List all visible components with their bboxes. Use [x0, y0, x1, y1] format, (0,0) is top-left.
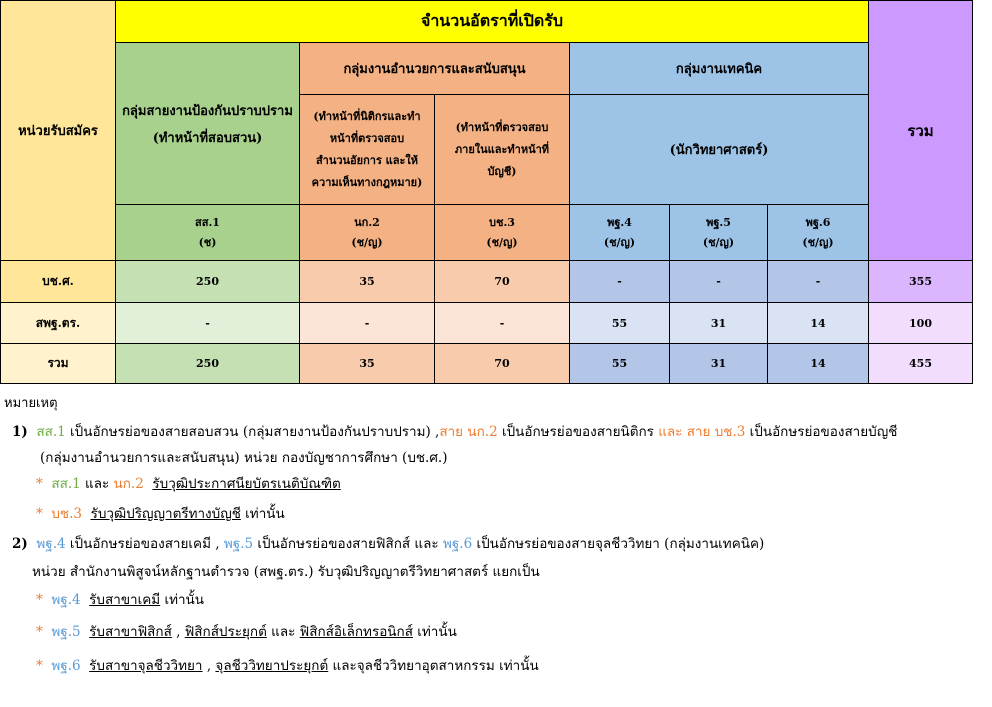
value-cell: 31 — [670, 303, 768, 344]
prevent-group-title: กลุ่มสายงานป้องกันปราบปราม — [122, 103, 293, 119]
row-total: 455 — [869, 344, 973, 384]
legal-duty-cell: (ทำหน้าที่นิติกรและทำ หน้าที่ตรวจสอบ สำนวนอัยการ และให้ ความเห็นทางกฎหมาย) — [300, 95, 435, 205]
value-cell: 55 — [570, 303, 670, 344]
value-cell: - — [435, 303, 570, 344]
note-1-bullet-2: * บช.3 รับวุฒิปริญญาตรีทางบัญชี เท่านั้น — [36, 506, 285, 522]
code-cell: พฐ.5 (ช/ญ) — [670, 205, 768, 261]
code-cell: สส.1 (ช) — [116, 205, 300, 261]
value-cell: 250 — [116, 261, 300, 303]
value-cell: - — [570, 261, 670, 303]
value-cell: 14 — [768, 344, 869, 384]
value-cell: - — [300, 303, 435, 344]
code-cell: บช.3 (ช/ญ) — [435, 205, 570, 261]
note-2-bullet-1: * พฐ.4 รับสาขาเคมี เท่านั้น — [36, 592, 205, 608]
unit-header: หน่วยรับสมัคร — [1, 1, 116, 261]
note-2: 2) พฐ.4 เป็นอักษรย่อของสายเคมี , พฐ.5 เป็นอักษรย่อของสายฟิสิกส์ และ พฐ.6 เป็นอักษรย่อของสายจุลชีววิทยา (กลุ่มงานเทคนิค) — [12, 536, 765, 552]
total-header: รวม — [869, 1, 973, 261]
note-2-bullet-3: * พฐ.6 รับสาขาจุลชีววิทยา , จุลชีววิทยาประยุกต์ และจุลชีววิทยาอุตสาหกรรม เท่านั้น — [36, 658, 539, 674]
note-1: 1) สส.1 เป็นอักษรย่อของสายสอบสวน (กลุ่มสายงานป้องกันปราบปราม) ,สาย นก.2 เป็นอักษรย่อของสายนิติกร และ สาย บช.3 เป็นอักษรย่อของสายบัญชี — [12, 424, 898, 440]
value-cell: 35 — [300, 261, 435, 303]
value-cell: 31 — [670, 344, 768, 384]
value-cell: - — [116, 303, 300, 344]
row-total: 355 — [869, 261, 973, 303]
table-row — [1, 261, 973, 303]
row-unit: รวม — [1, 344, 116, 384]
value-cell: 70 — [435, 261, 570, 303]
notes-title: หมายเหตุ — [4, 396, 58, 411]
note-2-bullet-2: * พฐ.5 รับสาขาฟิสิกส์ , ฟิสิกส์ประยุกต์ และ ฟิสิกส์อิเล็กทรอนิกส์ เท่านั้น — [36, 624, 457, 640]
code-cell: พฐ.6 (ช/ญ) — [768, 205, 869, 261]
note-2-line2: หน่วย สำนักงานพิสูจน์หลักฐานตำรวจ (สพฐ.ตร.) รับวุฒิปริญญาตรีวิทยาศาสตร์ แยกเป็น — [32, 564, 540, 580]
value-cell: - — [768, 261, 869, 303]
support-group-header: กลุ่มงานอำนวยการและสนับสนุน — [300, 43, 570, 95]
code-cell: พฐ.4 (ช/ญ) — [570, 205, 670, 261]
note-1-line2: (กลุ่มงานอำนวยการและสนับสนุน) หน่วย กองบัญชาการศึกษา (บช.ศ.) — [40, 450, 448, 466]
prevent-group-sub: (ทำหน้าที่สอบสวน) — [152, 130, 263, 146]
value-cell: 70 — [435, 344, 570, 384]
prevent-group-header — [116, 43, 300, 205]
science-duty-cell: (นักวิทยาศาสตร์) — [570, 95, 869, 205]
value-cell: - — [670, 261, 768, 303]
row-unit: สพฐ.ตร. — [1, 303, 116, 344]
code-cell: นก.2 (ช/ญ) — [300, 205, 435, 261]
note-1-bullet-1: * สส.1 และ นก.2 รับวุฒิประกาศนียบัตรเนติบัณฑิต — [36, 476, 341, 492]
account-duty-cell: (ทำหน้าที่ตรวจสอบ ภายในและทำหน้าที่ บัญชี) — [435, 95, 570, 205]
value-cell: 14 — [768, 303, 869, 344]
value-cell: 250 — [116, 344, 300, 384]
value-cell: 55 — [570, 344, 670, 384]
table-row — [1, 344, 973, 384]
table-row — [1, 303, 973, 344]
open-positions-header: จำนวนอัตราที่เปิดรับ — [116, 1, 869, 43]
row-total: 100 — [869, 303, 973, 344]
tech-group-header: กลุ่มงานเทคนิค — [570, 43, 869, 95]
row-unit: บช.ศ. — [1, 261, 116, 303]
value-cell: 35 — [300, 344, 435, 384]
